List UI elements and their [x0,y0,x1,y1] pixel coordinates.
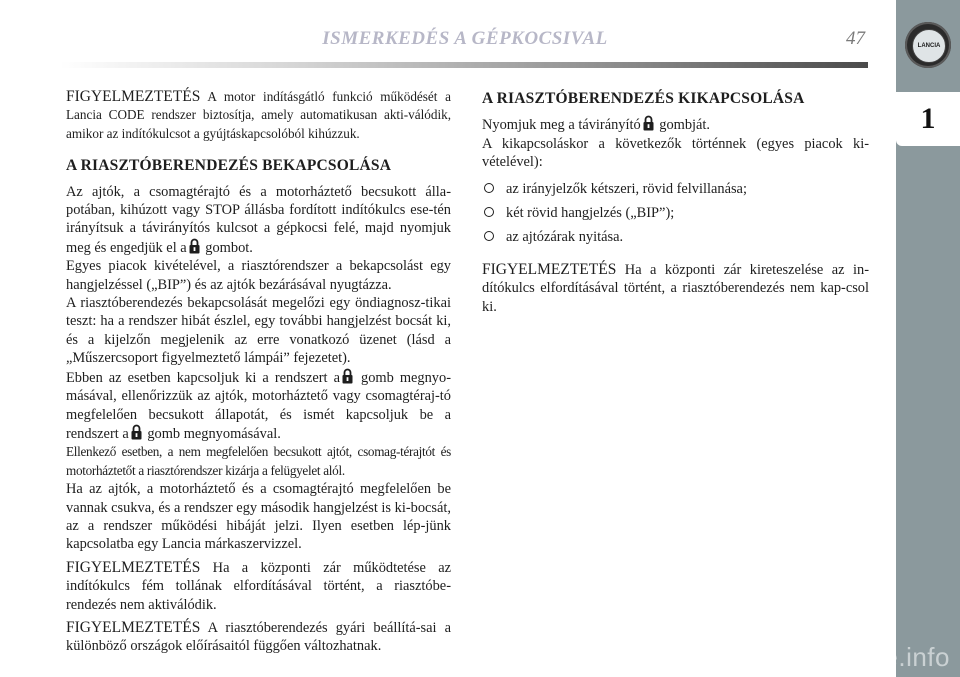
page-number: 47 [846,28,865,49]
section-heading-arming: A RIASZTÓBERENDEZÉS BEKAPCSOLÁSA [66,157,392,175]
lock-icon [189,238,200,254]
central-lock-warning [66,559,451,614]
list-item [482,228,869,246]
lock-icon [131,424,142,440]
chapter-number: 1 [920,102,936,135]
disarm-effects-list [482,180,869,247]
header-rule [60,62,868,68]
fault-paragraph: Ha az ajtók, a motorháztető és a csomagtérajtó megfelelően be vannak csukva, és a rendszer egy második hangjelzést is ki-bocsát, az a rendszer működési hibáját jelzi. Ilyen esetben lép-jünk kapcsolatba egy Lancia márkaszervizzel. [66,481,451,553]
arming-text: Az ajtók, a csomagtérajtó és a motorháztető becsukott álla-potában, kihúzott vagy STOP állásba fordított indítókulcs ese-tén irányítsuk a távirányítós kulcsot a gépkocsi felé, majd nyomjuk meg és engedjük el a [66,183,451,256]
exclusion-paragraph: Ellenkező esetben, a nem megfelelően becsukott ajtót, csomag-térajtót és motorháztetőt a riasztórendszer kizárja a felügyelet alól. [66,444,451,478]
arming-text-end: gombot. [201,239,253,256]
list-item-text: két rövid hangjelzés („BIP”); [506,205,675,222]
list-item [482,180,869,198]
running-header-title: ISMERKEDÉS A GÉPKOCSIVAL [322,28,608,49]
immobilizer-warning [66,88,451,143]
factory-settings-warning [66,619,451,656]
lock-icon [342,368,353,384]
warning-text: A riasztóberendezés gyári beállítá-sai a különböző országok előírásaitól függően változhatnak. [66,619,451,655]
recheck-text-2: gomb megnyo-másával, ellenőrizzük az ajtók, motorháztető vagy csomagtéraj-tó megfelelően becsukott állapotát, és ismét kapcsoljuk be a rendszert a [66,369,451,442]
disarm-instruction [482,115,869,134]
chapter-sidebar [896,0,960,677]
lancia-logo [905,22,951,68]
self-test-paragraph: A riasztóberendezés bekapcsolását megelőzi egy öndiagnosz-tikai teszt: ha a rendszer hibát észlel, egy további hangjelzést bocsát ki, és a kijelzőn megjelenik az erre vonatkozó üzenet (lásd a „Műszercsoport figyelmeztető lámpái” fejezetet). [66,295,451,367]
disarm-effects-intro: A kikapcsoláskor a következők történnek (egyes piacok ki-vételével): [482,135,869,171]
logo-text: LANCIA [917,43,941,49]
confirmation-paragraph: Egyes piacok kivételével, a riasztórendszer a bekapcsolást egy hangjelzéssel („BIP”) és az ajtók bezárásával nyugtázza. [66,258,451,293]
list-item-text: az irányjelzők kétszeri, rövid felvillanása; [506,180,747,197]
recheck-text-3: gomb megnyomásával. [143,425,281,442]
section-heading-disarming: A RIASZTÓBERENDEZÉS KIKAPCSOLÁSA [482,90,805,107]
lock-icon [643,115,654,131]
circle-bullet-icon [484,183,494,193]
disarm-recheck-paragraph [66,368,451,444]
recheck-text-1: Ebben az esetben kapcsoljuk ki a rendszert a [66,369,340,386]
watermark: carmanualsonline.info [686,642,950,672]
warning-label: FIGYELMEZTETÉS [482,260,617,278]
right-column [482,88,869,316]
disarm-text-end: gombját. [655,117,711,134]
list-item [482,204,869,222]
disarm-text: Nyomjuk meg a távirányító [482,117,641,134]
circle-bullet-icon [484,207,494,217]
logo-shield [912,29,946,63]
chapter-tab [896,92,960,146]
key-unlock-warning [482,261,869,316]
warning-text: A motor indításgátló funkció működését a Lancia CODE rendszer biztosítja, amely automatikusan akti-válódik, amikor az indítókulcsot a gyújtáskapcsolóból kihúzzuk. [66,89,451,141]
warning-label: FIGYELMEZTETÉS [66,558,201,576]
arming-paragraph [66,183,451,258]
warning-text: Ha a központi zár kireteszelése az in-dítókulcs elfordításával történt, a riasztóberendezés nem kap-csol ki. [482,261,869,315]
warning-label: FIGYELMEZTETÉS [66,88,201,105]
left-column [66,88,451,656]
warning-label: FIGYELMEZTETÉS [66,618,201,636]
circle-bullet-icon [484,231,494,241]
list-item-text: az ajtózárak nyitása. [506,229,624,246]
warning-text: Ha a központi zár működtetése az indítókulcs fém tollának elfordításával történt, a riasztóbe-rendezés nem aktiválódik. [66,559,451,613]
